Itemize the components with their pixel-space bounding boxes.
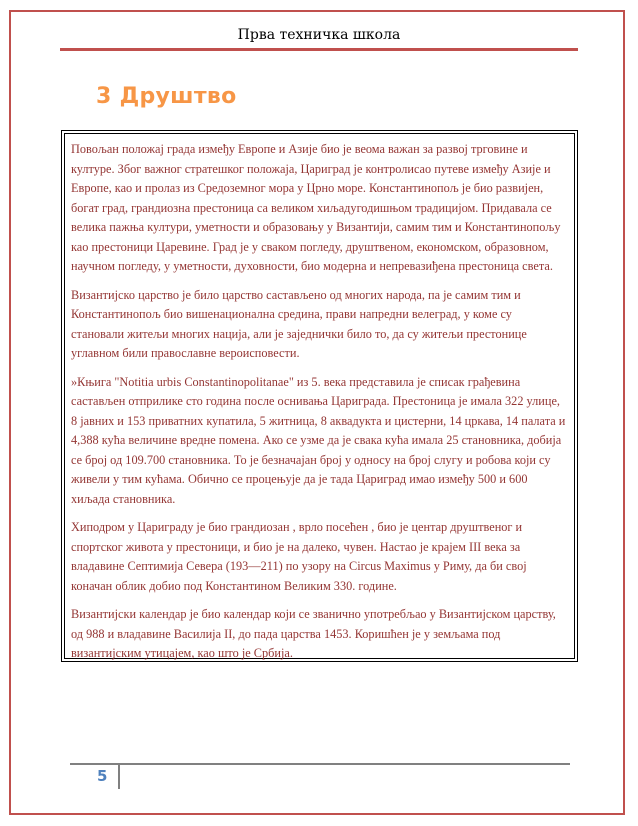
- page-header: Прва техничка школа: [237, 27, 401, 43]
- page-number-divider: [118, 765, 120, 789]
- section-title: 3 Друштво: [96, 84, 237, 109]
- paragraph-2: Византијско царство је било царство састављено од многих народа, па је самим тим и Константинопољ био вишенационална средина, прави напредни велеград, у коме су становали житељи многих нација, али је заједнички било то, да су житељи престонице углавном били православне вероисповести.: [71, 287, 527, 360]
- footer-rule: [70, 763, 570, 765]
- paragraph-1: Повољан положај града између Европе и Азије био је веома важан за развој трговине и културе. Због важног стратешког положаја, Цариград је контролисао путеве између Азије и Европе, као и пролаз из Средоземног мора у Црно море. Константинопољ је био развијен, богат град, грандиозна престоница са великом хиљадугодишњом традицијом. Придавала се велика пажња култури, уметности и образовању у Византији, самим тим и Константинопољу као престоници Царевине. Град је у сваком погледу, друштвеном, економском, образовном, научном погледу, у уметности, духовности, био модерна и непревазиђена престоница света.: [71, 142, 561, 273]
- paragraph-4: Хиподром у Цариграду је био грандиозан , врло посећен , био је центар друштвеног и спортског живота у престоници, и био је на далеко, чувен. Настао је крајем III века за владавине Септимија Севера (193—211) по узору на Circus Maximus у Риму, да би свој коначан облик добио под Константином Великим 330. године.: [71, 520, 527, 593]
- paragraph-3: »Књига "Notitia urbis Constantinopolitanae" из 5. века представила је списак грађевина састављен отприлике сто година после оснивања Цариграда. Престоница је имала 322 улице, 8 јавних и 153 приватних купатила, 5 житница, 8 аквадукта и цистерни, 14 цркава, 14 палата и 4,388 кућа величине вредне помена. Ако се узме да је свака кућа имала 25 становника, добија се број од 109.700 становника. То је безначајан број у односу на број слугу и робова који су живели у тим кућама. Обично се процењује да је тада Цариград имао између 500 и 600 хиљада становника.: [71, 374, 566, 506]
- content-box: [61, 130, 578, 662]
- page-number: 5: [97, 767, 108, 785]
- header-rule: [60, 48, 578, 51]
- paragraph-5: Византијски календар је био календар који се званично употребљао у Византијском царству, од 988 и владавине Василија II, до пада царства 1453. Коришћен је у земљама под византијским утицајем, као што је Србија.: [71, 607, 556, 660]
